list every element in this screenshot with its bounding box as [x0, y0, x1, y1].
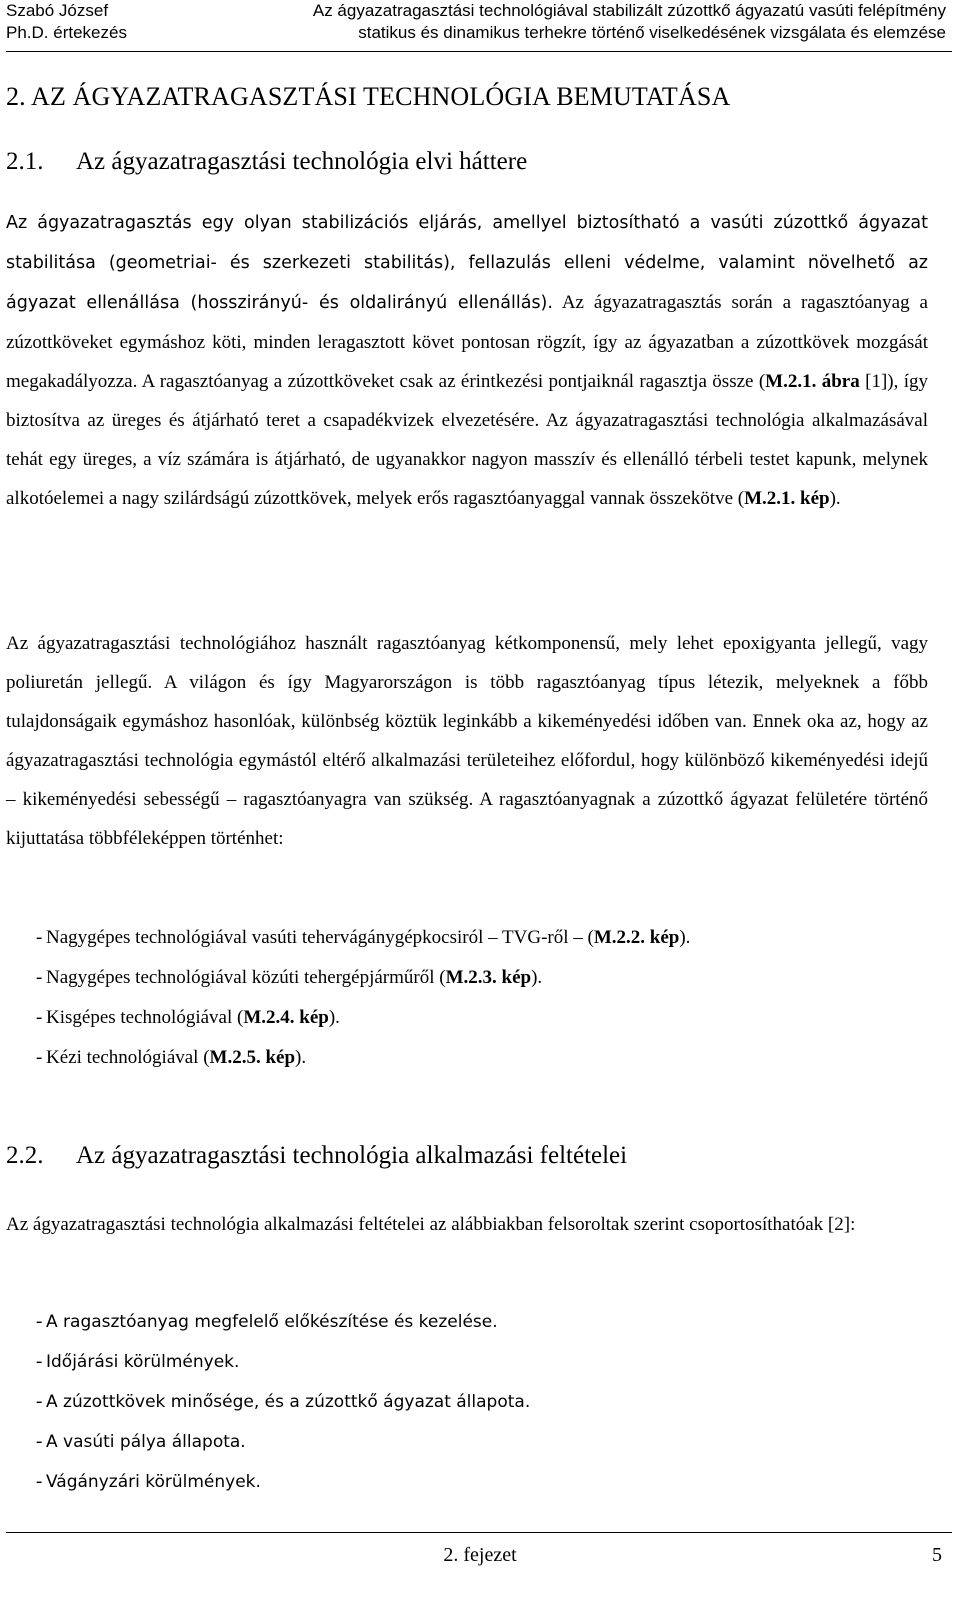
list-item-tail: ). [295, 1047, 307, 1068]
list-item-tail: ). [531, 967, 543, 988]
list-item-text: Vágányzári körülmények. [46, 1472, 261, 1492]
list-dash: - [36, 1431, 43, 1452]
list-item [6, 998, 690, 1038]
chapter-heading: 2. AZ ÁGYAZATRAGASZTÁSI TECHNOLÓGIA BEMUTATÁSA [6, 82, 731, 111]
paragraph-text: Az ágyazatragasztás során a ragasztóanyag a zúzottköveket egymáshoz köti, minden leragasztott követ pontosan rögzít, így az ágyazatban a zúzottkövek mozgását megakadályozza. A ragasztóanyag a zúzottköveket csak az érintkezési pontjaiknál ragasztja össze ( [6, 292, 928, 392]
paragraph-text: ). [829, 488, 841, 509]
section-heading-2-2 [6, 1142, 627, 1170]
section-title: Az ágyazatragasztási technológia alkalmazási feltételei [76, 1142, 628, 1169]
section-title: Az ágyazatragasztási technológia elvi háttere [76, 148, 528, 175]
figure-reference: M.2.1. kép [744, 488, 830, 509]
list-dash: - [36, 967, 43, 988]
figure-reference: M.2.2. kép [593, 927, 680, 948]
list-item-text: Kisgépes technológiával ( [46, 1007, 244, 1028]
list-dash: - [36, 1007, 43, 1028]
list-item [6, 1382, 530, 1422]
figure-reference: M.2.1. ábra [765, 371, 860, 392]
header-author-block [6, 0, 226, 44]
header-title-line1: Az ágyazatragasztási technológiával stabilizált zúzottkő ágyazatú vasúti felépítmény [312, 1, 946, 20]
list-item [6, 958, 690, 998]
header-title-line2: statikus és dinamikus terhekre történő viselkedésének vizsgálata és elemzése [358, 23, 946, 42]
page-number: 5 [932, 1544, 942, 1566]
list-item [6, 918, 690, 958]
footer-chapter: 2. fejezet [443, 1544, 517, 1566]
section-number: 2.2. [6, 1142, 44, 1169]
section-number: 2.1. [6, 148, 44, 175]
paragraph [6, 203, 928, 518]
section-heading-2-1 [6, 148, 527, 176]
list-item-text: A zúzottkövek minősége, és a zúzottkő ágyazat állapota. [46, 1392, 531, 1412]
paragraph: Az ágyazatragasztási technológia alkalmazási feltételei az alábbiakban felsoroltak szerint csoportosíthatóak [2]: [6, 1214, 856, 1235]
list-item-text: Időjárási körülmények. [46, 1352, 240, 1372]
list-dash: - [36, 1351, 43, 1372]
header-degree: Ph.D. értekezés [6, 23, 127, 42]
list-item-text: A ragasztóanyag megfelelő előkészítése és kezelése. [46, 1312, 498, 1332]
list-dash: - [36, 1471, 43, 1492]
list-item [6, 1038, 690, 1078]
conditions-list [6, 1302, 530, 1502]
paragraph-text: Az ágyazatragasztási technológia alkalmazásával tehát egy üreges, a víz számára is átjárható, de ugyanakkor nagyon masszív és ellenálló térbeli testet kapunk, melynek alkotóelemei a nagy szilárdságú zúzottkövek, melyek erős ragasztóanyaggal vannak összekötve ( [6, 410, 929, 509]
footer-divider [6, 1532, 952, 1533]
list-item-text: Nagygépes technológiával közúti tehergépjárműről ( [46, 967, 446, 988]
header-author: Szabó József [6, 1, 109, 20]
header-divider [6, 51, 952, 52]
list-item [6, 1422, 530, 1462]
paragraph-text: [1]), így biztosítva az üreges és átjárható teret a csapadékvizek elvezetésére. [6, 371, 928, 431]
figure-reference: M.2.3. kép [445, 967, 532, 988]
list-item-tail: ). [679, 927, 691, 948]
list-item [6, 1302, 530, 1342]
list-dash: - [36, 927, 43, 948]
figure-reference: M.2.4. kép [243, 1007, 329, 1028]
figure-reference: M.2.5. kép [209, 1047, 296, 1068]
header-title-block [313, 0, 946, 44]
list-item-text: Nagygépes technológiával vasúti tehervágánygépkocsiról – TVG-ről – ( [46, 927, 594, 948]
running-header [6, 0, 946, 46]
paragraph-text-sans: Az ágyazatragasztás egy olyan stabilizációs eljárás, amellyel biztosítható a vasúti zúzottkő ágyazat stabilitása (geometriai- és szerkezeti stabilitás), fellazulás elleni védelme, valamint növelhető az ágyazat ellenállása (hosszirányú- és oldalirányú ellenállás). [6, 213, 928, 313]
list-item-text: Kézi technológiával ( [46, 1047, 210, 1068]
list-item [6, 1342, 530, 1382]
list-dash: - [36, 1391, 43, 1412]
list-item-text: A vasúti pálya állapota. [46, 1432, 246, 1452]
application-methods-list [6, 918, 690, 1078]
paragraph: Az ágyazatragasztási technológiához használt ragasztóanyag kétkomponensű, mely lehet epoxigyanta jellegű, vagy poliuretán jellegű. A világon és így Magyarországon is több ragasztóanyag típus létezik, melyeknek a főbb tulajdonságaik egymáshoz hasonlóak, különbség köztük leginkább a kikeményedési időben van. Ennek oka az, hogy az ágyazatragasztási technológia egymástól eltérő alkalmazási területeihez előfordul, hogy különböző kikeményedési idejű – kikeményedési sebességű – ragasztóanyagra van szükség. A ragasztóanyagnak a zúzottkő ágyazat felületére történő kijuttatása többféleképpen történhet: [6, 633, 928, 849]
list-item [6, 1462, 530, 1502]
list-dash: - [36, 1311, 43, 1332]
list-item-tail: ). [328, 1007, 340, 1028]
list-dash: - [36, 1047, 43, 1068]
